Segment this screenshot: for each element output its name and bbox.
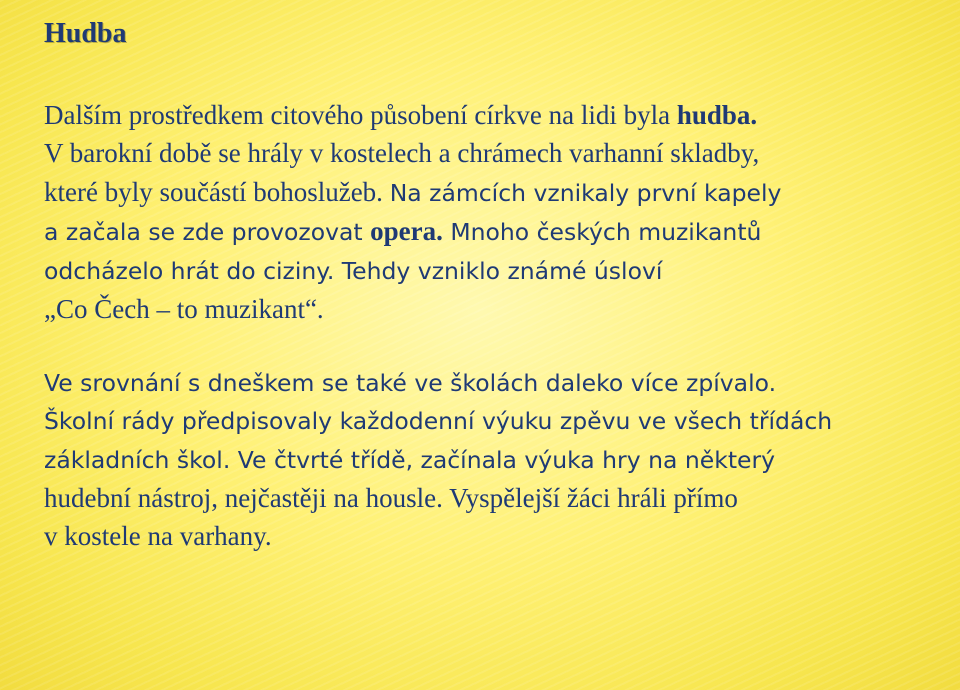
text-segment: a začala se zde provozovat (44, 217, 371, 246)
text-segment: Dalším prostředkem citového působení církve na lidi byla (44, 100, 677, 130)
text-line (44, 134, 781, 172)
text-segment: Na zámcích vznikaly první kapely (389, 178, 782, 207)
text-segment: Mnoho českých muzikantů (442, 217, 762, 246)
text-line: Školní rády předpisovaly každodenní výuku zpěvu ve všech třídách (44, 407, 833, 436)
text-line (44, 251, 781, 290)
keyword-hudba: hudba. (676, 100, 758, 130)
paragraph-music-school (44, 364, 832, 555)
text-segment: „Co Čech – to muzikant“. (44, 294, 324, 325)
text-line (44, 290, 781, 328)
text-line (44, 212, 781, 251)
text-line: základních škol. Ve čtvrté třídě, začínala výuka hry na některý (44, 445, 776, 474)
text-line: v kostele na varhany. (44, 521, 272, 552)
text-line (44, 173, 781, 212)
text-segment: V barokní době se hrály v kostelech a chrámech varhanní skladby, (44, 138, 760, 169)
text-segment: které byly součástí bohoslužeb. (44, 176, 390, 207)
text-segment: odcházelo hrát do ciziny. Tehdy vzniklo známé úsloví (44, 257, 663, 286)
text-line: hudební nástroj, nejčastěji na housle. Vyspělejší žáci hráli přímo (44, 482, 738, 513)
text-line (44, 96, 781, 134)
text-line: Ve srovnání s dneškem se také ve školách daleko více zpívalo. (44, 369, 777, 397)
keyword-opera: opera. (370, 215, 443, 246)
paragraph-music-church (44, 96, 781, 329)
slide-title: Hudba (44, 18, 127, 49)
